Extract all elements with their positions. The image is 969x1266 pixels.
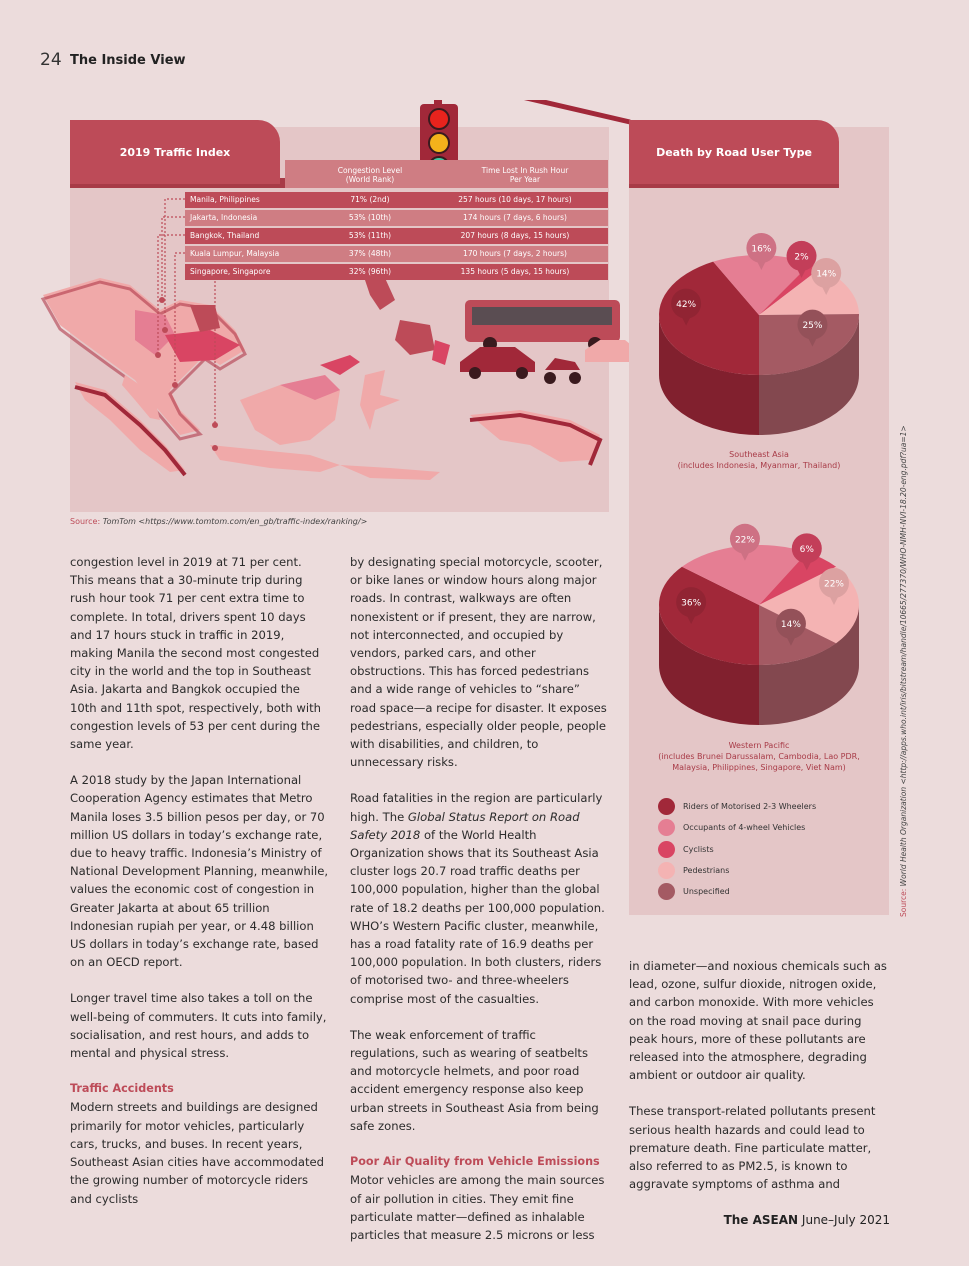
time-lost: 207 hours (8 days, 15 hours): [460, 231, 570, 240]
legend-item: [658, 839, 816, 860]
legend-label: Cyclists: [683, 844, 714, 854]
report-title: Global Status Report on Road Safety 2018: [350, 809, 580, 842]
legend-swatch: [658, 798, 675, 815]
time-lost: 135 hours (5 days, 15 hours): [460, 267, 570, 276]
paragraph: Modern streets and buildings are designed primarily for motor vehicles, particularly cars, trucks, and buses. In recent years, Southeast Asian cities have accommodated the growing number of motorcycle riders and cyclists: [70, 1100, 325, 1206]
svg-text:6%: 6%: [799, 544, 814, 555]
traffic-index-title: 2019 Traffic Index: [70, 120, 280, 184]
western-pacific-label: [629, 740, 889, 773]
source-label: Source:: [70, 517, 101, 526]
svg-text:14%: 14%: [816, 269, 837, 280]
subheading-traffic-accidents: Traffic Accidents: [70, 1082, 174, 1096]
svg-text:22%: 22%: [823, 579, 845, 590]
text-run: Road fatalities in the region are particularly high. The: [350, 791, 603, 824]
svg-text:36%: 36%: [681, 598, 702, 609]
region-detail: Malaysia, Philippines, Singapore, Viet Nam): [672, 763, 846, 772]
congestion-level: 32% (96th): [348, 267, 392, 276]
paragraph: A 2018 study by the Japan International Cooperation Agency estimates that Metro Manila loses 3.5 billion pesos per day, or 70 million US dollars in today’s exchange rate, due to heavy traffic. Indonesia’s Ministry of National Development Planning, meanwhile, values the economic cost of congestion in Greater Jakarta at about 65 trillion Indonesian rupiah per year, or 4.48 billion US dollars in today’s exchange rate, based on an OECD report.: [70, 773, 329, 970]
paragraph: These transport-related pollutants present serious health hazards and could lead to premature death. Fine particulate matter, also referred to as PM2.5, is known to aggravate symptoms of asthma and: [629, 1104, 876, 1192]
svg-text:16%: 16%: [751, 244, 772, 255]
source-text: World Health Organization <http://apps.who.int/iris/bitstream/handle/10665/277370/WHO-NMH-NVI-18.20-eng.pdf?ua=1>: [899, 425, 908, 887]
footer-date: June–July 2021: [801, 1213, 890, 1227]
legend-label: Unspecified: [683, 887, 730, 897]
legend-item: [658, 881, 816, 902]
page-number: 24: [40, 50, 62, 70]
svg-text:42%: 42%: [676, 300, 697, 311]
body-column-1: [70, 553, 328, 1226]
text-run: of the World Health Organization shows that its Southeast Asia cluster logs 20.7 road traffic deaths per 100,000 population, higher than the global rate of 18.2 deaths per 100,000 population. WHO’s Western Pacific cluster, meanwhile, has a road fatality rate of 16.9 deaths per 100,000 population. In both clusters, riders of motorised two- and three-wheelers comprise most of the casualties.: [350, 827, 605, 1006]
death-chart-legend: [658, 796, 816, 902]
paragraph: by designating special motorcycle, scooter, or bike lanes or window hours along major roads. In contrast, walkways are often nonexistent or if present, they are narrow, not interconnected, and occupied by vendors, parked cars, and other obstructions. This has forced pedestrians and a wide range of vehicles to “share” road space—a recipe for disaster. It exposes pedestrians, especially older people, people with disabilities, and children, to unnecessary risks.: [350, 555, 607, 770]
congestion-level: 53% (11th): [348, 231, 392, 240]
header-congestion-level: Congestion Level (World Rank): [337, 166, 403, 184]
city-name: Kuala Lumpur, Malaysia: [190, 249, 280, 258]
paragraph: Longer travel time also takes a toll on the well-being of commuters. It cuts into family, socialisation, and rest hours, and adds to mental and physical stress.: [70, 991, 327, 1061]
region-detail: (includes Indonesia, Myanmar, Thailand): [677, 461, 841, 470]
who-source: [899, 425, 908, 917]
legend-swatch: [658, 883, 675, 900]
city-name: Manila, Philippines: [190, 195, 260, 204]
legend-swatch: [658, 819, 675, 836]
source-text: TomTom <https://www.tomtom.com/en_gb/traffic-index/ranking/>: [102, 517, 368, 526]
city-name: Jakarta, Indonesia: [190, 213, 258, 222]
city-name: Bangkok, Thailand: [190, 231, 260, 240]
legend-swatch: [658, 841, 675, 858]
region-name: Southeast Asia: [729, 450, 789, 459]
table-row: [185, 264, 608, 280]
traffic-table-header: [285, 160, 608, 188]
congestion-level: 71% (2nd): [350, 195, 390, 204]
section-title: The Inside View: [70, 53, 186, 68]
legend-label: Occupants of 4-wheel Vehicles: [683, 823, 806, 833]
paragraph: in diameter—and noxious chemicals such as lead, ozone, sulfur dioxide, nitrogen oxide, and carbon monoxide. With more vehicles on the road moving at snail pace during peak hours, more of these pollutants are released into the atmosphere, degrading ambient or outdoor air quality.: [629, 959, 887, 1083]
body-column-3: [629, 957, 887, 1211]
table-row: [185, 210, 608, 226]
body-column-2: [350, 553, 608, 1262]
paragraph: congestion level in 2019 at 71 per cent. This means that a 30-minute trip during rush hour took 71 per cent extra time to complete. In total, drivers spent 10 days and 17 hours stuck in traffic in 2019, making Manila the second most congested city in the world and the top in Southeast Asia. Jakarta and Bangkok occupied the 10th and 11th spot, respectively, both with congestion levels of 53 per cent during the same year.: [70, 555, 321, 752]
paragraph: The weak enforcement of traffic regulations, such as wearing of seatbelts and motorcycle helmets, and poor road accident emergency response also keep urban streets in Southeast Asia from being safe zones.: [350, 1027, 599, 1133]
southeast-asia-label: [629, 449, 889, 471]
region-detail: (includes Brunei Darussalam, Cambodia, Lao PDR,: [658, 752, 860, 761]
source-label: Source:: [899, 888, 908, 917]
header-time-lost: Time Lost In Rush Hour Per Year: [481, 166, 569, 184]
svg-text:22%: 22%: [734, 535, 755, 546]
legend-item: [658, 796, 816, 817]
region-name: Western Pacific: [728, 741, 790, 750]
time-lost: 170 hours (7 days, 2 hours): [463, 249, 567, 258]
svg-text:25%: 25%: [802, 321, 823, 332]
legend-label: Riders of Motorised 2-3 Wheelers: [683, 802, 817, 812]
time-lost: 257 hours (10 days, 17 hours): [458, 195, 572, 204]
svg-text:14%: 14%: [780, 620, 801, 631]
congestion-level: 37% (48th): [348, 249, 392, 258]
table-row: [185, 246, 608, 262]
death-chart-title: Death by Road User Type: [629, 120, 839, 184]
traffic-source: [70, 517, 367, 526]
legend-swatch: [658, 862, 675, 879]
table-row: [185, 192, 608, 208]
legend-item: [658, 817, 816, 838]
congestion-level: 53% (10th): [348, 213, 392, 222]
paragraph: [350, 789, 608, 1007]
footer: [724, 1213, 890, 1227]
city-name: Singapore, Singapore: [190, 267, 271, 276]
legend-item: [658, 860, 816, 881]
legend-label: Pedestrians: [683, 866, 730, 876]
subheading-air-quality: Poor Air Quality from Vehicle Emissions: [350, 1155, 600, 1169]
table-row: [185, 228, 608, 244]
paragraph: Motor vehicles are among the main sources of air pollution in cities. They emit fine particulate matter—defined as inhalable particles that measure 2.5 microns or less: [350, 1173, 605, 1242]
time-lost: 174 hours (7 days, 6 hours): [463, 213, 567, 222]
svg-text:2%: 2%: [794, 252, 809, 263]
footer-brand: The ASEAN: [723, 1213, 799, 1227]
